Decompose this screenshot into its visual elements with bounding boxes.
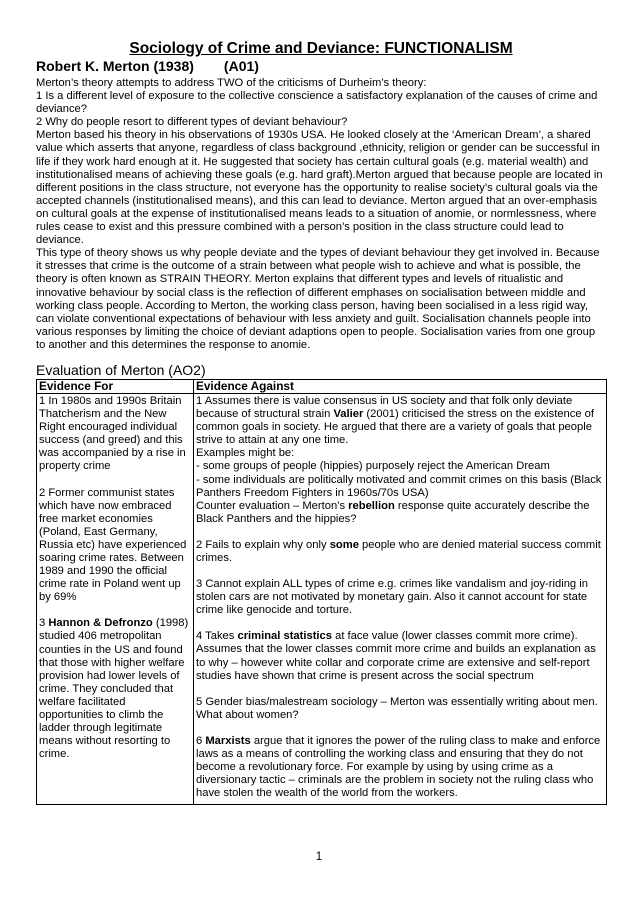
against-point-6: 6 Marxists argue that it ignores the power of the ruling class to make and enforce laws as a means of controlling the working class and ensuring that they do not become a revolutionary force. For example by using by using crime as a diversionary tactic – criminals are the problem in society not the ruling class who have stolen the wealth of the world from the workers. [196,734,601,800]
evaluation-heading: Evaluation of Merton (AO2) [36,361,206,378]
some-emphasis: some [329,538,359,551]
evidence-against-cell [194,393,607,804]
against-point-5: 5 Gender bias/malestream sociology – Merton was essentially writing about men. What about women? [196,695,598,721]
against-point-2: 2 Fails to explain why only some people who are denied material success commit crimes. [196,538,601,564]
criminal-statistics-term: criminal statistics [237,630,332,643]
for-point-2: 2 Former communist states which have now embraced free market economies (Poland, East Germany, Russia etc) have experienced soaring crime rates. Between 1989 and 1990 the official crime rate in Poland went up by 69% [39,486,187,604]
document-page [36,40,606,805]
against-point-1: 1 Assumes there is value consensus in US society and that folk only deviate because of structural strain Valier (2001) criticised the stress on the existence of common goals in society. He argued that there are a variety of goals that people strive to attain at any one time. [196,394,594,447]
for-point-3: 3 Hannon & Defronzo (1998) studied 406 metropolitan counties in the US and found that those with higher welfare provision had lower levels of crime. They concluded that welfare facilitated opportunities to climb the ladder through legitimate means without resorting to crime. [39,617,189,761]
study-name: Hannon & Defronzo [48,617,153,630]
page-title: Sociology of Crime and Deviance: FUNCTIONALISM [129,40,513,57]
intro-paragraph-strain-theory: This type of theory shows us why people deviate and the types of deviant behaviour they get involved in. Because it stresses that crime is the outcome of a strain between what people wish to achieve and what is possible, the theory is often known as STRAIN THEORY. Merton explains that different types and levels of ritualistic and innovative behaviour by social class is the reflection of different emphases on socialisation between middle and working class people. According to Merton, the working class person, having been socialised in a less rigid way, can violate conventional expectations of behaviour with less anxiety and guilt. Socialisation channels people into various responses by limiting the choice of deviant adaptions open to people. Socialisation varies from one group to another and this determines the response to anomie. [36,247,600,351]
column-header-for: Evidence For [37,379,194,393]
page-number: 1 [315,851,323,863]
author-valier: Valier [333,408,364,421]
counter-evaluation: Counter evaluation – Merton’s rebellion response quite accurately describe the Black Panthers and the hippies? [196,499,590,525]
marxists-term: Marxists [205,734,251,747]
intro-question-1: 1 Is a different level of exposure to the collective conscience a satisfactory explanation of the causes of crime and deviance? [36,90,598,116]
examples-label: Examples might be: [196,447,295,460]
against-point-4: 4 Takes criminal statistics at face value (lower classes commit more crime). Assumes that the lower classes commit more crime and builds an explanation as to why – however white collar and corporate crime are extensive and self-report studies have shown that crime is present across the social spectrum [196,630,596,682]
example-1: - some groups of people (hippies) purposely reject the American Dream [196,460,550,473]
table-row [37,393,607,804]
intro-paragraph-american-dream: Merton based his theory in his observations of 1930s USA. He looked closely at the ‘American Dream’, a shared value which asserts that anyone, regardless of class background ,ethnicity, religion or gender can be successful in life if they work hard enough at it. He suggested that society has certain cultural goals (e.g. material wealth) and institutionalised means of achieving these goals (e.g. hard graft).Merton argued that because people are located in different positions in the class structure, not everyone has the opportunity to realise society’s cultural goals via the accepted channels (institutionalised means), and this can lead to deviance. Merton argued that an over-emphasis on cultural goals at the expense of institutionalised means leads to a situation of anomie, or normlessness, where rules cease to exist and this pressure combined with a person’s position in the class structure could lead to deviance. [36,129,603,247]
column-header-against: Evidence Against [194,379,607,393]
assessment-code: (A01) [223,58,259,74]
against-point-3: 3 Cannot explain ALL types of crime e.g. crimes like vandalism and joy-riding in stolen cars are not motivated by monetary gain. Also it cannot account for state crime like genocide and torture. [196,578,588,617]
intro-line-1: Merton’s theory attempts to address TWO of the criticisms of Durheim’s theory: [36,77,427,89]
for-point-1: 1 In 1980s and 1990s Britain Thatcherism and the New Right encouraged individual success (and greed) and this was accompanied by a rise in property crime [39,394,186,473]
table-header-row [37,379,607,393]
evaluation-table [36,379,607,805]
evidence-for-cell [37,393,194,804]
intro-question-2: 2 Why do people resort to different types of deviant behaviour? [36,116,348,129]
example-2: - some individuals are politically motivated and commit crimes on this basis (Black Panthers Freedom Fighters in 1960s/70s USA) [196,473,602,499]
section-heading [36,58,606,75]
theorist-name: Robert K. Merton (1938) [36,58,194,74]
rebellion-term: rebellion [348,499,395,512]
